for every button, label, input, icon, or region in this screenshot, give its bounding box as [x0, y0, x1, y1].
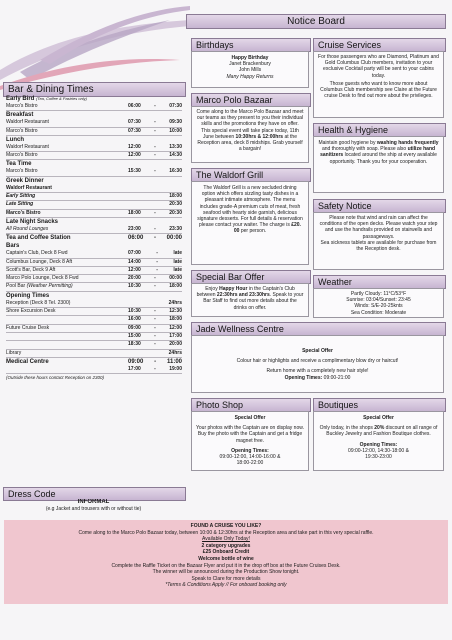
- time-dash: -: [154, 152, 156, 159]
- raffle-prize: 2 category upgrades: [201, 542, 251, 549]
- schedule-row: [6, 275, 182, 282]
- birthdays-box: [191, 51, 309, 88]
- boutiques-text-end: discount on all range of Buckley Jewelry and Fashion Boutique clothes.: [326, 425, 438, 438]
- time-value: 12:30: [169, 308, 182, 315]
- schedule-row: [6, 341, 182, 348]
- venue-name-text: Future Cruise Desk: [6, 324, 50, 331]
- time-dash: -: [154, 365, 156, 372]
- safety-text-tablets: Sea sickness tablets are available for purchase from the Reception desk.: [320, 239, 437, 253]
- time-range: [128, 250, 182, 257]
- section-title: [6, 292, 49, 300]
- venue-name-text: Library: [6, 349, 22, 356]
- schedule-row: [6, 283, 182, 290]
- time-dash: -: [154, 235, 156, 242]
- venue-name: [6, 350, 21, 357]
- safety-header: [313, 199, 446, 213]
- time-range: [128, 144, 182, 151]
- dress-code-box: [3, 499, 184, 517]
- section-title: [6, 358, 49, 366]
- photo-opening-times: 09:00-12:00, 14:00-16:00 &: [219, 454, 281, 461]
- notice-board-header: [186, 14, 446, 29]
- raffle-prize: £25 Onboard Credit: [202, 549, 250, 556]
- time-value: late: [173, 266, 182, 273]
- birthday-wish: Many Happy Returns: [226, 73, 274, 80]
- section-title: [6, 177, 44, 185]
- time-range: [128, 366, 182, 373]
- section-heading: [6, 292, 182, 300]
- time-dash: -: [154, 275, 156, 282]
- time-value: 09:00: [128, 358, 144, 365]
- schedule-row: [6, 226, 182, 233]
- section-title: [6, 136, 24, 144]
- photo-box: [191, 411, 309, 471]
- time-range: [128, 193, 182, 200]
- special-bar-times: 22:30hrs and 23:30hrs: [216, 292, 270, 299]
- raffle-prize: Welcome bottle of wine: [198, 555, 254, 562]
- jade-opening-label: Opening Times:: [284, 374, 323, 381]
- section-title: [6, 218, 58, 226]
- photo-header: [191, 398, 311, 412]
- time-range: [128, 300, 182, 307]
- time-dash: -: [154, 103, 156, 109]
- time-value: 15:00: [128, 332, 141, 339]
- time-value: 15:30: [128, 168, 141, 175]
- time-value: 10:30: [128, 283, 141, 290]
- cruise-services-title: Cruise Services: [318, 40, 382, 50]
- schedule-row: [6, 168, 182, 175]
- venue-name: [6, 275, 79, 282]
- bazaar-times: 10:30hrs & 12:00hrs: [235, 133, 284, 140]
- special-bar-header: [191, 270, 311, 284]
- section-heading: [6, 242, 182, 250]
- time-dash: -: [154, 127, 156, 134]
- boutiques-text: Only today, in the shops: [319, 425, 375, 432]
- venue-name-text: Reception (Deck 8 Tel. 2300): [6, 299, 71, 306]
- jade-offer-text: Colour hair or highlights and receive a complimentary blow dry or haircut!: [236, 358, 399, 365]
- section-title-text: Medical Centre: [6, 358, 49, 365]
- time-range: [128, 119, 182, 126]
- section-title-text: Tea and Coffee Station: [6, 235, 71, 242]
- time-value: 06:00: [128, 103, 141, 109]
- jade-offer-text: Return home with a completely new hair style!: [266, 368, 369, 375]
- schedule-row: [6, 308, 182, 315]
- venue-name: [6, 250, 68, 257]
- time-range: [128, 333, 182, 340]
- section-title-text: Lunch: [6, 136, 24, 143]
- venue-name-text: Waldorf Restaurant: [6, 184, 52, 191]
- time-dash: -: [154, 209, 156, 216]
- time-value: 07:30: [128, 119, 141, 126]
- time-value: 06:00: [128, 235, 144, 242]
- venue-name-text: Waldorf Restaurant: [6, 119, 49, 126]
- time-range: [128, 275, 182, 282]
- venue-name-text: Captain's Club, Deck 8 Fwd: [6, 250, 68, 257]
- time-value: 09:00: [128, 324, 141, 331]
- venue-name-text: Marco's Bistro: [6, 168, 38, 175]
- section-heading: [6, 95, 182, 103]
- schedule-row: [6, 325, 182, 332]
- special-bar-text: Enjoy: [205, 286, 220, 292]
- cruise-services-header: [313, 38, 446, 52]
- waldorf-header: [191, 168, 311, 182]
- time-value: 09:30: [169, 119, 182, 126]
- section-title: [6, 95, 87, 103]
- health-text: Maintain good hygiene by: [318, 140, 377, 146]
- time-value: 20:30: [169, 209, 182, 216]
- time-range: [128, 103, 182, 110]
- time-dash: -: [154, 119, 156, 126]
- schedule-row: [6, 201, 182, 208]
- bazaar-box: [191, 106, 309, 163]
- schedule-row: [6, 259, 182, 266]
- venue-name-text: Late Sitting: [6, 201, 34, 208]
- special-bar-title: Special Bar Offer: [196, 272, 265, 282]
- boutiques-opening-label: Opening Times:: [359, 441, 398, 448]
- section-heading: [6, 111, 182, 119]
- time-range: [128, 201, 182, 208]
- health-sanitizers: utilize hand sanitizers: [320, 146, 436, 159]
- schedule-row: [6, 350, 182, 357]
- time-value: 18:00: [169, 316, 182, 323]
- time-value: 14:30: [169, 152, 182, 159]
- health-text: and thoroughly with soap. Please also: [321, 146, 408, 153]
- time-value: 16:00: [128, 316, 141, 323]
- section-note: (Tea, Coffee & Pastries only): [36, 96, 88, 101]
- raffle-contact: Speak to Clare for more details: [191, 575, 261, 582]
- venue-name: [6, 259, 72, 266]
- time-value: late: [173, 250, 182, 257]
- health-box: [313, 136, 444, 193]
- time-range: [128, 341, 182, 348]
- health-text-end: located around the ship at every available opportunity. Thank you for your cooperation.: [329, 152, 437, 165]
- time-value: 10:30: [128, 308, 141, 315]
- section-title-text: Tea Time: [6, 161, 32, 168]
- bazaar-text-end: at the Reception area, deck 8 midships. Grab yourself a bargain!: [197, 133, 303, 153]
- weather-winds: Winds: S/E-20-25knts: [354, 303, 403, 310]
- safety-title: Safety Notice: [318, 201, 372, 211]
- venue-name: [6, 308, 55, 315]
- schedule-row: [6, 366, 182, 373]
- time-dash: -: [156, 250, 158, 257]
- venue-name-text: Early Sitting: [6, 193, 36, 200]
- weather-box: [313, 288, 444, 318]
- time-value: 12:00: [169, 324, 182, 331]
- birthdays-header: [191, 38, 311, 52]
- venue-name: [6, 128, 38, 135]
- bar-dining-title: Bar & Dining Times: [8, 84, 94, 95]
- health-header: [313, 123, 446, 137]
- time-value: 18:30: [128, 341, 141, 348]
- time-dash: -: [154, 358, 157, 365]
- venue-name-text: Shore Excursion Desk: [6, 308, 56, 315]
- schedule-row: [6, 267, 182, 274]
- bazaar-title: Marco Polo Bazaar: [196, 95, 273, 105]
- venue-name: [6, 267, 55, 274]
- safety-box: [313, 212, 444, 270]
- time-value: 18:00: [169, 283, 182, 290]
- section-title: [6, 111, 33, 119]
- time-value: 13:30: [169, 143, 182, 150]
- venue-name: [6, 193, 35, 200]
- schedule-row: [6, 300, 182, 307]
- time-value: 16:30: [169, 168, 182, 175]
- time-range: [128, 259, 182, 266]
- time-value: 12:00: [128, 152, 141, 159]
- bazaar-header: [191, 93, 311, 107]
- time-value: 18:00: [169, 193, 182, 200]
- weather-sun: Sunrise: 03:04/Sunset: 23:45: [346, 297, 411, 304]
- weather-header: [313, 275, 446, 289]
- venue-name: [6, 201, 33, 208]
- jade-offer-heading: Special Offer: [302, 348, 333, 354]
- time-value: 20:30: [169, 201, 182, 208]
- section-title-text: Late Night Snacks: [6, 218, 59, 225]
- time-value: 24hrs: [168, 299, 182, 306]
- bazaar-text: Come along to the Marco Polo Bazaar and meet our teams as they present to you their individual skills and the promotions they have on offer. This special event will take place today, 11th June between: [196, 109, 304, 140]
- venue-name-text: Pool Bar: [6, 283, 26, 290]
- venue-name: [6, 185, 52, 192]
- time-dash: -: [154, 225, 156, 232]
- time-value: 23:30: [169, 225, 182, 232]
- weather-sea: Sea Condition: Moderate: [350, 309, 407, 316]
- special-bar-text-end: . Speak to your Bar Staff to find out more details about the drinks on offer.: [203, 292, 304, 311]
- special-bar-text: in the Captain's Club between: [196, 286, 295, 299]
- birthday-greeting: Happy Birthday: [231, 55, 269, 61]
- time-value: 17:00: [169, 332, 182, 339]
- photo-title: Photo Shop: [196, 400, 244, 410]
- time-range: [128, 316, 182, 323]
- schedule-row: [6, 193, 182, 200]
- jade-box: [191, 335, 444, 393]
- schedule-row: [6, 144, 182, 151]
- jade-header: [191, 322, 446, 336]
- time-value: 00:00: [166, 235, 182, 242]
- venue-name-text: Scott's Bar, Deck 9 Aft: [6, 266, 56, 273]
- decorative-swoosh: [0, 0, 190, 90]
- time-value: 12:00: [128, 266, 141, 273]
- bar-dining-list: [6, 95, 182, 381]
- health-washing: washing hands frequently: [376, 140, 439, 146]
- venue-name-text: Marco's Bistro: [6, 152, 38, 159]
- safety-text: Please note that wind and rain can affect the conditions of the open decks. Please watch your step and use the handrails provided on stairwells and passageways.: [319, 215, 438, 240]
- venue-name: [6, 226, 48, 233]
- time-dash: -: [154, 143, 156, 150]
- venue-name: [6, 168, 38, 175]
- birthdays-title: Birthdays: [196, 40, 234, 50]
- time-dash: -: [154, 316, 156, 323]
- time-range: [128, 226, 182, 233]
- schedule-row: [6, 152, 182, 159]
- dress-code-detail: (e.g Jacket and trousers with or without tie): [45, 506, 142, 512]
- venue-name: [6, 210, 41, 217]
- time-range: [128, 350, 182, 357]
- venue-name: [6, 325, 49, 332]
- time-dash: -: [154, 324, 156, 331]
- time-value: 23:00: [128, 225, 141, 232]
- cruise-services-text: Those guests who want to know more about Columbus Club membership see Claire at the Future cruise Desk to find out more about the privileges.: [320, 80, 437, 100]
- venue-name-text: Waldorf Restaurant: [6, 143, 49, 150]
- time-value: 17:00: [128, 365, 141, 372]
- birthday-name: John Mills: [238, 67, 262, 74]
- time-range: [128, 267, 182, 274]
- schedule-row: [6, 185, 182, 192]
- section-heading: [6, 358, 182, 366]
- waldorf-price: £20. 00: [233, 222, 301, 235]
- section-heading: [6, 160, 182, 168]
- venue-name: [6, 300, 70, 307]
- time-dash: -: [154, 308, 156, 315]
- special-bar-box: [191, 283, 309, 317]
- dress-code-title: Dress Code: [8, 489, 56, 499]
- time-value: 14:00: [128, 258, 141, 265]
- time-value: 00:00: [169, 275, 182, 282]
- section-title: [6, 234, 71, 242]
- raffle-terms: *Terms & Conditions Apply // For onboard booking only: [165, 582, 287, 589]
- time-value: 07:30: [169, 103, 182, 109]
- raffle-headline: FOUND A CRUISE YOU LIKE?: [190, 523, 262, 529]
- boutiques-offer-heading: Special Offer: [363, 415, 394, 421]
- waldorf-box: [191, 181, 309, 265]
- section-title: [6, 242, 19, 250]
- section-heading: [6, 136, 182, 144]
- boutiques-box: [313, 411, 444, 471]
- section-title-text: Greek Dinner: [6, 177, 44, 184]
- time-range: [128, 152, 182, 159]
- weather-conditions: Partly Cloudy: 11°C/53°F: [350, 291, 407, 297]
- health-title: Health & Hygiene: [318, 125, 389, 135]
- jade-opening-times: 09:00-21:00: [322, 374, 351, 381]
- time-dash: -: [154, 332, 156, 339]
- schedule-row: [6, 210, 182, 217]
- raffle-announcement: The winner will be announced during the Production Show tonight.: [152, 569, 300, 576]
- schedule-row: [6, 250, 182, 257]
- section-title: [6, 160, 31, 168]
- schedule-row: [6, 316, 182, 323]
- boutiques-opening-times: 19:30-23:00: [365, 454, 392, 461]
- dining-footer-note: (Outside these hours contact Reception on 2300): [6, 375, 105, 381]
- boutiques-header: [313, 398, 446, 412]
- time-value: 24hrs: [168, 349, 182, 356]
- boutiques-title: Boutiques: [318, 400, 359, 410]
- schedule-row: [6, 333, 182, 340]
- weather-title: Weather: [318, 277, 352, 287]
- section-heading: [6, 218, 182, 226]
- time-range: [128, 234, 182, 242]
- time-dash: -: [154, 168, 156, 175]
- venue-name: [6, 144, 49, 151]
- raffle-instructions: Complete the Raffle Ticket on the Bazaar Flyer and put it in the drop off box at the Future Cruises Desk.: [111, 562, 341, 569]
- venue-note: (Weather Permitting): [26, 283, 73, 290]
- time-value: 10:00: [169, 127, 182, 134]
- schedule-row: [6, 128, 182, 135]
- time-value: late: [173, 258, 182, 265]
- venue-name-text: Marco's Bistro: [6, 209, 41, 216]
- section-title-text: Opening Times: [6, 292, 50, 299]
- time-value: 07:30: [128, 127, 141, 134]
- venue-name-text: Columbus Lounge, Deck 8 Aft: [6, 258, 73, 265]
- boutiques-opening-times: 09:00-12:00, 14:30-18:00 &: [348, 447, 409, 454]
- time-range: [128, 325, 182, 332]
- time-value: 18:00: [128, 209, 141, 216]
- venue-name-text: Marco Polo Lounge, Deck 8 Fwd: [6, 275, 79, 282]
- photo-offer-text: Your photos with the Captain are on display now. Buy the photo with the Captain and get a fridge magnet free.: [196, 425, 304, 444]
- venue-name-text: Marco's Bistro: [6, 127, 38, 134]
- photo-opening-times: 18:00-22:00: [236, 460, 264, 467]
- waldorf-text: The Waldorf Grill is a new secluded dining option which offers sizzling tasty dishes in a pleasant intimate atmosphere. The menu includes grade-A premium cuts of meat, fresh seafood with hearty side garnish, delicious signature desserts. For full details & reservation please contact your waiter. The charge is: [197, 185, 303, 229]
- raffle-box: [4, 520, 448, 604]
- venue-name-text: Marco's Bistro: [6, 103, 38, 109]
- time-range: [128, 283, 182, 290]
- time-value: 12:00: [128, 143, 141, 150]
- section-title-text: Bars: [6, 243, 20, 250]
- time-value: 20:00: [128, 275, 141, 282]
- notice-board-title: Notice Board: [287, 16, 345, 27]
- cruise-services-text: For those passengers who are Diamond, Platinum and Gold Columbus Club members, invitation to your exclusive Cocktail party will be sent to your cabins today.: [318, 54, 439, 79]
- raffle-text: Come along to the Marco Polo Bazaar today, between 10:00 & 12:30hrs at the Reception area and take part in this very special raffle.: [78, 529, 374, 536]
- cruise-services-box: [313, 51, 444, 118]
- time-dash: -: [154, 341, 156, 348]
- waldorf-price-suffix: per person.: [239, 228, 267, 235]
- time-value: 11:00: [166, 358, 182, 365]
- boutiques-discount: 20%: [374, 425, 385, 432]
- venue-name-text: All Round Lounges: [6, 225, 49, 232]
- schedule-row: [6, 119, 182, 126]
- time-value: 19:00: [169, 365, 182, 372]
- section-heading: [6, 234, 182, 242]
- photo-offer-heading: Special Offer: [234, 415, 266, 421]
- section-title-text: Early Bird: [6, 96, 35, 102]
- waldorf-title: The Waldorf Grill: [196, 170, 264, 180]
- section-heading: [6, 177, 182, 185]
- dress-code-value: INFORMAL: [77, 499, 110, 505]
- venue-name: [6, 283, 73, 290]
- time-dash: -: [156, 258, 158, 265]
- happy-hour: Happy Hour: [219, 286, 248, 292]
- time-range: [128, 308, 182, 315]
- section-title-text: Breakfast: [6, 112, 34, 119]
- time-range: [128, 358, 182, 366]
- birthday-name: Janet Brackenbury: [229, 61, 271, 68]
- venue-name: [6, 103, 38, 110]
- time-dash: -: [156, 266, 158, 273]
- time-value: 20:00: [169, 341, 182, 348]
- jade-title: Jade Wellness Centre: [196, 324, 284, 334]
- time-range: [128, 210, 182, 217]
- venue-name: [6, 152, 38, 159]
- venue-name: [6, 119, 49, 126]
- time-value: 07:00: [128, 250, 141, 257]
- schedule-row: [6, 103, 182, 110]
- raffle-availability: Available Only Today!: [202, 536, 250, 543]
- time-range: [128, 168, 182, 175]
- time-range: [128, 128, 182, 135]
- photo-opening-label: Opening Times:: [231, 447, 269, 454]
- time-dash: -: [154, 283, 156, 290]
